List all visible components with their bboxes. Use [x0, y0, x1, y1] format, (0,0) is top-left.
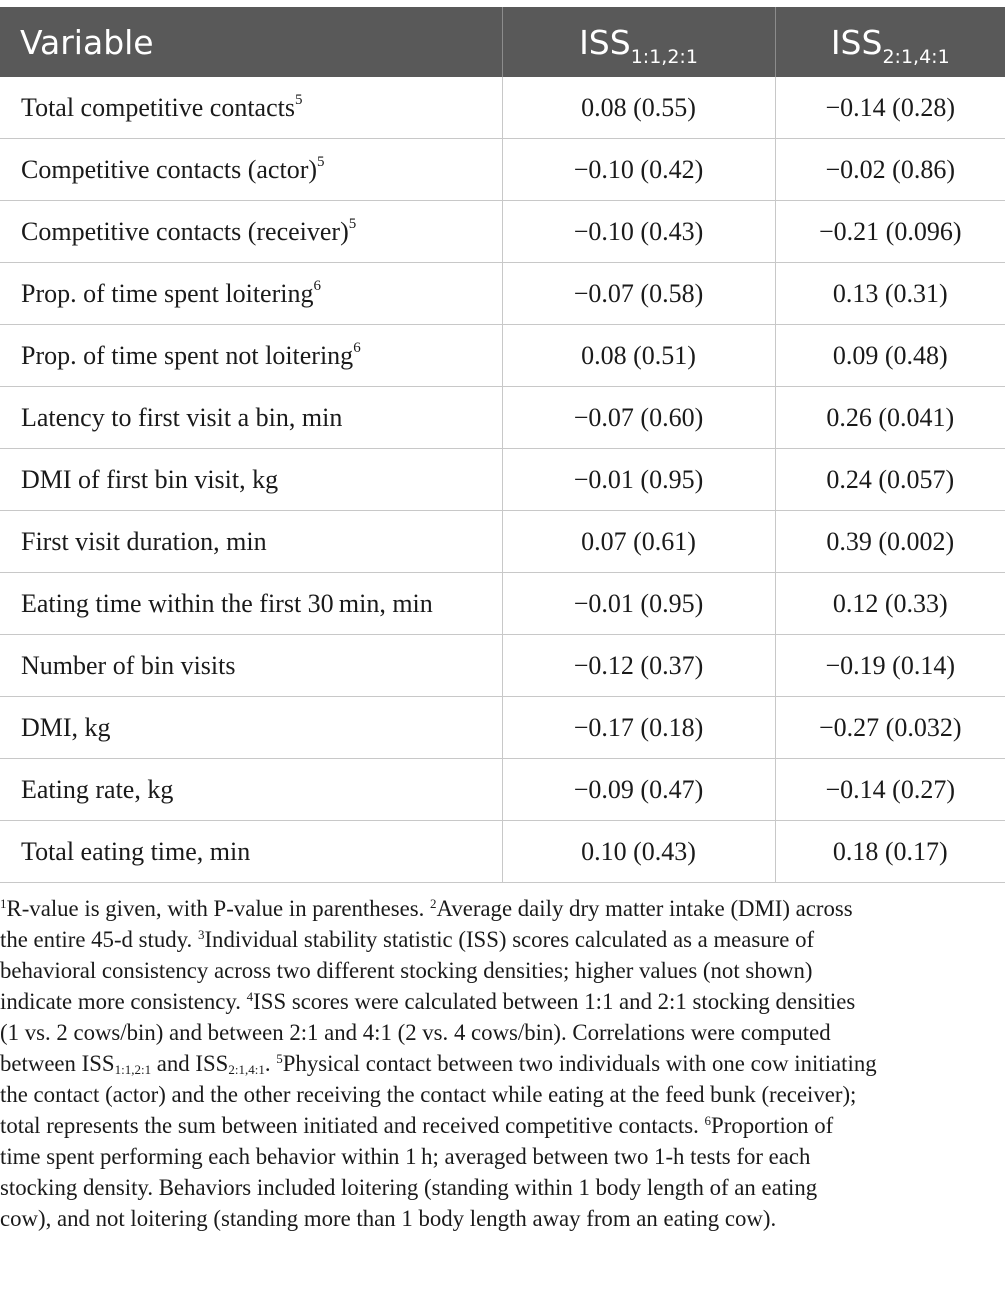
variable-label: Prop. of time spent not loitering — [21, 340, 354, 370]
footnote-text: cow), and not loitering (standing more than 1 body length away from an eating cow). — [0, 1206, 777, 1231]
variable-cell — [0, 77, 502, 139]
header-iss-subscript: 2:1,4:1 — [882, 45, 950, 68]
footnote-marker: 4 — [246, 989, 254, 1004]
footnote-text: between ISS — [0, 1051, 115, 1076]
variable-label: Total competitive contacts — [21, 92, 295, 122]
variable-label: Number of bin visits — [21, 650, 236, 680]
variable-cell — [0, 263, 502, 325]
iss-2-1-4-1-value: 0.24 (0.057) — [775, 449, 1005, 511]
variable-label: Eating time within the first 30 min, min — [21, 588, 433, 618]
footnote-line — [0, 986, 1005, 1017]
table-row — [0, 635, 1005, 697]
table-row — [0, 387, 1005, 449]
results-table — [0, 7, 1005, 883]
table-row — [0, 573, 1005, 635]
table-footnotes — [0, 893, 1005, 1234]
footnote-text: time spent performing each behavior within 1 h; averaged between two 1-h tests for each — [0, 1144, 811, 1169]
iss-2-1-4-1-value: 0.09 (0.48) — [775, 325, 1005, 387]
iss-1-1-2-1-value: −0.07 (0.60) — [502, 387, 775, 449]
table-row — [0, 139, 1005, 201]
header-row — [0, 7, 1005, 77]
variable-label: Competitive contacts (receiver) — [21, 216, 349, 246]
iss-2-1-4-1-value: 0.12 (0.33) — [775, 573, 1005, 635]
footnote-text: stocking density. Behaviors included loitering (standing within 1 body length of an eating — [0, 1175, 818, 1200]
iss-2-1-4-1-value: 0.18 (0.17) — [775, 821, 1005, 883]
iss-2-1-4-1-value: −0.21 (0.096) — [775, 201, 1005, 263]
iss-2-1-4-1-value: −0.14 (0.27) — [775, 759, 1005, 821]
footnote-marker: 6 — [353, 339, 361, 356]
footnote-subscript: 1:1,2:1 — [114, 1062, 152, 1077]
footnote-text: R-value is given, with P-value in parentheses. — [6, 896, 431, 921]
footnote-marker: 5 — [317, 153, 325, 170]
variable-label: Latency to first visit a bin, min — [21, 402, 343, 432]
footnote-subscript: 2:1,4:1 — [228, 1062, 265, 1077]
table-row — [0, 759, 1005, 821]
iss-1-1-2-1-value: −0.01 (0.95) — [502, 573, 775, 635]
footnote-text: ISS scores were calculated between 1:1 and 2:1 stocking densities — [253, 989, 856, 1014]
variable-cell — [0, 759, 502, 821]
table-row — [0, 697, 1005, 759]
header-variable: Variable — [0, 7, 502, 77]
footnote-text: Physical contact between two individuals with one cow initiating — [282, 1051, 877, 1076]
variable-label: Total eating time, min — [21, 836, 251, 866]
iss-1-1-2-1-value: −0.09 (0.47) — [502, 759, 775, 821]
iss-2-1-4-1-value: 0.13 (0.31) — [775, 263, 1005, 325]
footnote-text: and ISS — [151, 1051, 229, 1076]
footnote-line — [0, 955, 1005, 986]
table-row — [0, 511, 1005, 573]
footnote-line — [0, 1079, 1005, 1110]
variable-label: Competitive contacts (actor) — [21, 154, 318, 184]
iss-1-1-2-1-value: 0.07 (0.61) — [502, 511, 775, 573]
footnote-line — [0, 1203, 1005, 1234]
footnote-text: Individual stability statistic (ISS) scores calculated as a measure of — [204, 927, 815, 952]
footnote-marker: 5 — [348, 215, 357, 232]
table-header — [0, 7, 1005, 77]
footnote-line — [0, 1141, 1005, 1172]
footnote-text: behavioral consistency across two different stocking densities; higher values (not shown) — [0, 958, 813, 983]
iss-1-1-2-1-value: 0.08 (0.51) — [502, 325, 775, 387]
iss-1-1-2-1-value: −0.07 (0.58) — [502, 263, 775, 325]
header-iss-label: ISS — [579, 22, 631, 62]
footnote-text: Proportion of — [711, 1113, 834, 1138]
header-iss-subscript: 1:1,2:1 — [630, 45, 698, 68]
footnote-text: the contact (actor) and the other receiving the contact while eating at the feed bunk (receiver); — [0, 1082, 857, 1107]
footnote-marker: 5 — [276, 1051, 283, 1066]
variable-cell — [0, 201, 502, 263]
iss-1-1-2-1-value: −0.10 (0.42) — [502, 139, 775, 201]
table-row — [0, 449, 1005, 511]
table-row — [0, 77, 1005, 139]
iss-2-1-4-1-value: −0.19 (0.14) — [775, 635, 1005, 697]
footnote-line — [0, 893, 1005, 924]
variable-cell — [0, 387, 502, 449]
footnote-marker: 5 — [294, 91, 303, 108]
variable-label: Prop. of time spent loitering — [21, 278, 314, 308]
variable-cell — [0, 511, 502, 573]
variable-cell — [0, 821, 502, 883]
footnote-marker: 6 — [313, 277, 321, 294]
iss-2-1-4-1-value: 0.26 (0.041) — [775, 387, 1005, 449]
iss-1-1-2-1-value: −0.12 (0.37) — [502, 635, 775, 697]
table-row — [0, 263, 1005, 325]
footnote-text: (1 vs. 2 cows/bin) and between 2:1 and 4:1 (2 vs. 4 cows/bin). Correlations were computed — [0, 1020, 831, 1045]
table-row — [0, 201, 1005, 263]
variable-label: Eating rate, kg — [21, 774, 174, 804]
header-iss-2-1-4-1 — [775, 7, 1005, 77]
iss-1-1-2-1-value: −0.10 (0.43) — [502, 201, 775, 263]
variable-cell — [0, 449, 502, 511]
footnote-text: the entire 45-d study. — [0, 927, 198, 952]
footnote-text: total represents the sum between initiated and received competitive contacts. — [0, 1113, 705, 1138]
footnote-line — [0, 1017, 1005, 1048]
iss-2-1-4-1-value: −0.02 (0.86) — [775, 139, 1005, 201]
table-row — [0, 325, 1005, 387]
footnote-line — [0, 924, 1005, 955]
iss-1-1-2-1-value: 0.10 (0.43) — [502, 821, 775, 883]
variable-label: First visit duration, min — [21, 526, 267, 556]
iss-1-1-2-1-value: −0.01 (0.95) — [502, 449, 775, 511]
variable-label: DMI, kg — [21, 712, 111, 742]
footnote-line — [0, 1110, 1005, 1141]
footnote-marker: 1 — [0, 896, 7, 911]
footnote-text: indicate more consistency. — [0, 989, 247, 1014]
footnote-line — [0, 1048, 1005, 1079]
variable-cell — [0, 697, 502, 759]
iss-2-1-4-1-value: −0.14 (0.28) — [775, 77, 1005, 139]
iss-1-1-2-1-value: −0.17 (0.18) — [502, 697, 775, 759]
table-row — [0, 821, 1005, 883]
footnote-marker: 6 — [704, 1113, 712, 1128]
variable-cell — [0, 139, 502, 201]
table-body — [0, 77, 1005, 883]
header-iss-1-1-2-1 — [502, 7, 775, 77]
iss-2-1-4-1-value: −0.27 (0.032) — [775, 697, 1005, 759]
variable-cell — [0, 573, 502, 635]
variable-cell — [0, 635, 502, 697]
footnote-text: . — [264, 1051, 277, 1076]
footnote-marker: 3 — [197, 927, 205, 942]
iss-2-1-4-1-value: 0.39 (0.002) — [775, 511, 1005, 573]
footnote-line — [0, 1172, 1005, 1203]
footnote-marker: 2 — [430, 896, 437, 911]
variable-label: DMI of first bin visit, kg — [21, 464, 279, 494]
footnote-text: Average daily dry matter intake (DMI) across — [436, 896, 853, 921]
header-iss-label: ISS — [830, 22, 883, 62]
variable-cell — [0, 325, 502, 387]
iss-1-1-2-1-value: 0.08 (0.55) — [502, 77, 775, 139]
